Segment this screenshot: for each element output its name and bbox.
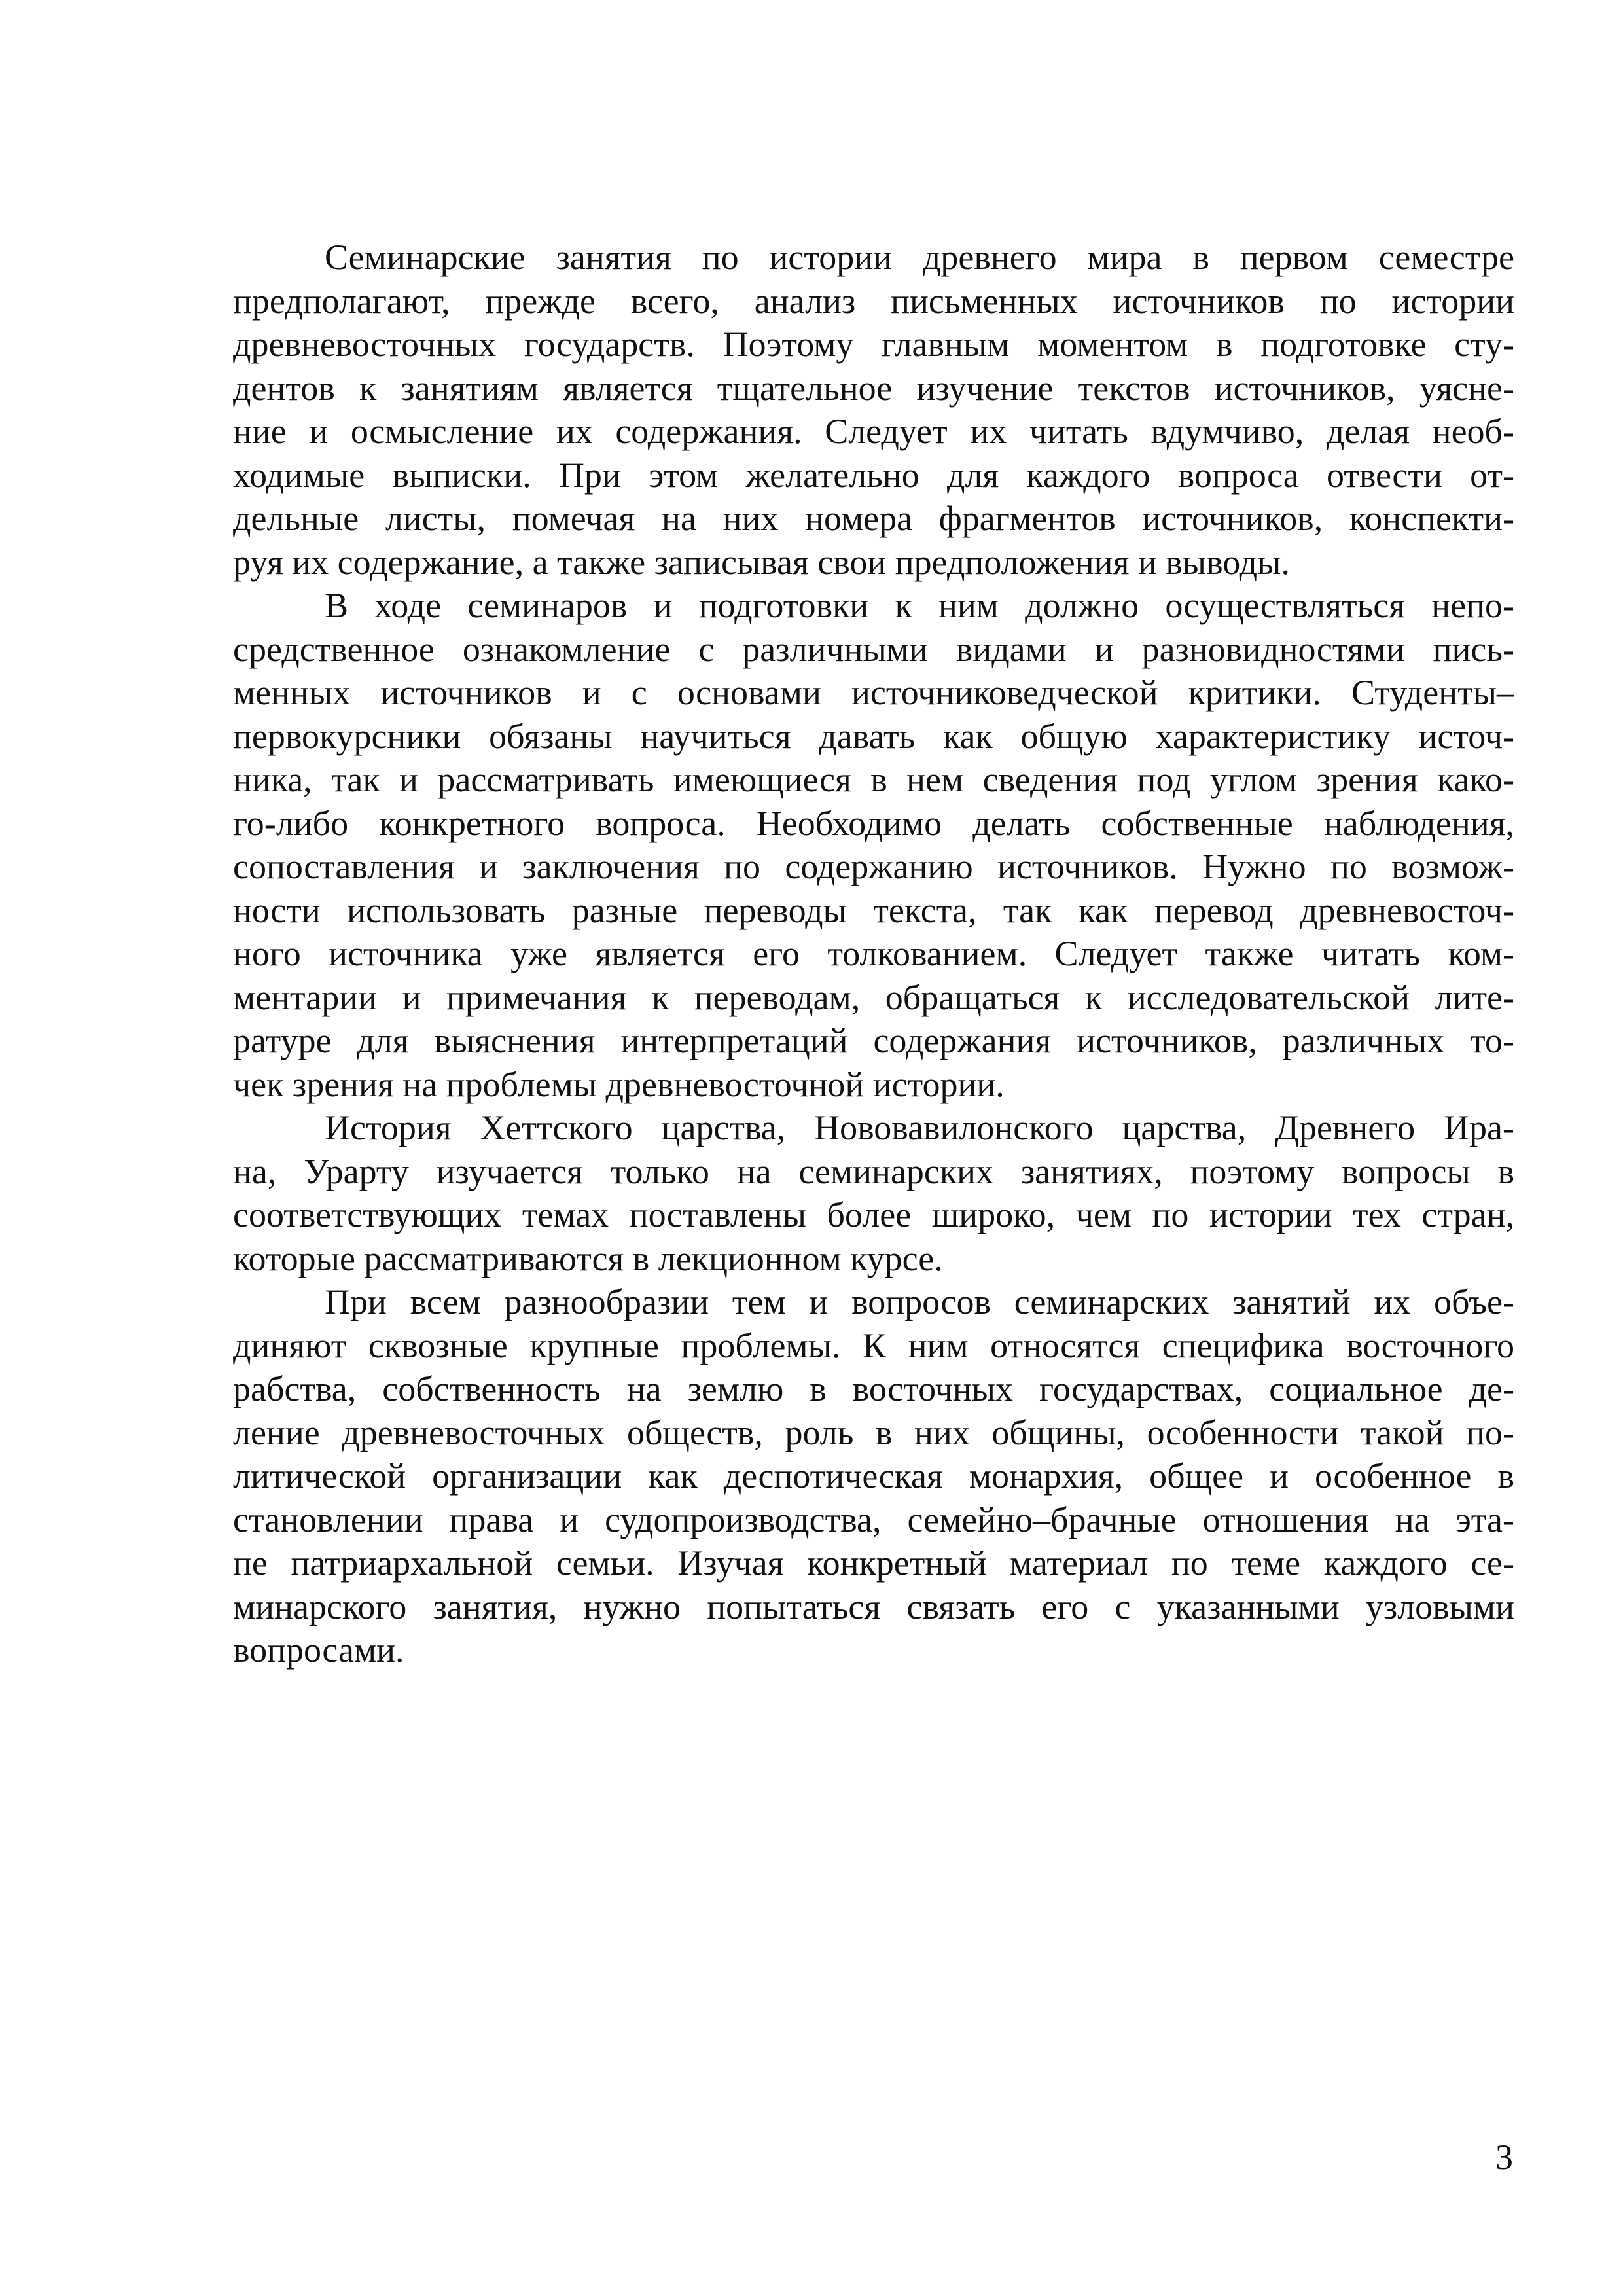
text-line: В ходе семинаров и подготовки к ним должно осуществляться непо- <box>325 586 1514 625</box>
text-line: ментарии и примечания к переводам, обращаться к исследовательской лите- <box>233 977 1514 1017</box>
paragraph <box>233 236 1514 584</box>
text-line: пе патриархальной семьи. Изучая конкретный материал по теме каждого се- <box>233 1543 1514 1583</box>
text-line: первокурсники обязаны научиться давать как общую характеристику источ- <box>233 716 1514 756</box>
page-number: 3 <box>1495 2138 1513 2177</box>
text-line: ление древневосточных обществ, роль в них общины, особенности такой по- <box>233 1412 1514 1452</box>
text-line: дельные листы, помечая на них номера фрагментов источников, конспекти- <box>233 499 1514 538</box>
paragraph <box>233 1106 1514 1280</box>
text-line: диняют сквозные крупные проблемы. К ним относятся специфика восточного <box>233 1325 1514 1365</box>
text-line: ходимые выписки. При этом желательно для каждого вопроса отвести от- <box>233 455 1514 495</box>
text-line: ности использовать разные переводы текста, так как перевод древневосточ- <box>233 890 1514 930</box>
text-line: менных источников и с основами источниковедческой критики. Студенты– <box>233 673 1514 712</box>
text-line: При всем разнообразии тем и вопросов семинарских занятий их объе- <box>325 1282 1514 1321</box>
text-line: Семинарские занятия по истории древнего мира в первом семестре <box>325 238 1514 277</box>
text-line: рабства, собственность на землю в восточных государствах, социальное де- <box>233 1369 1514 1408</box>
text-line: ние и осмысление их содержания. Следует их читать вдумчиво, делая необ- <box>233 412 1514 451</box>
paragraph <box>233 584 1514 1106</box>
text-line: го-либо конкретного вопроса. Необходимо делать собственные наблюдения, <box>233 803 1514 843</box>
text-line: минарского занятия, нужно попытаться связать его с указанными узловыми <box>233 1587 1514 1626</box>
text-line: вопросами. <box>233 1630 404 1670</box>
text-line: сопоставления и заключения по содержанию источников. Нужно по возмож- <box>233 847 1514 886</box>
text-line: литической организации как деспотическая монархия, общее и особенное в <box>233 1456 1514 1496</box>
text-line: чек зрения на проблемы древневосточной истории. <box>233 1064 1005 1104</box>
text-line: дентов к занятиям является тщательное изучение текстов источников, уясне- <box>233 368 1514 408</box>
text-line: древневосточных государств. Поэтому главным моментом в подготовке сту- <box>233 325 1514 364</box>
text-line: История Хеттского царства, Нововавилонского царства, Древнего Ира- <box>325 1108 1514 1147</box>
body-text <box>233 236 1514 1672</box>
text-line: руя их содержание, а также записывая свои предположения и выводы. <box>233 542 1290 582</box>
paragraph <box>233 1280 1514 1672</box>
text-line: предполагают, прежде всего, анализ письменных источников по истории <box>233 281 1514 321</box>
text-line: становлении права и судопроизводства, семейно–брачные отношения на эта- <box>233 1499 1514 1539</box>
text-line: на, Урарту изучается только на семинарских занятиях, поэтому вопросы в <box>233 1151 1514 1191</box>
text-line: средственное ознакомление с различными видами и разновидностями пись- <box>233 629 1514 669</box>
text-line: соответствующих темах поставлены более широко, чем по истории тех стран, <box>233 1195 1514 1234</box>
text-line: ратуре для выяснения интерпретаций содержания источников, различных то- <box>233 1021 1514 1060</box>
text-line: ника, так и рассматривать имеющиеся в нем сведения под углом зрения како- <box>233 760 1514 799</box>
text-line: которые рассматриваются в лекционном курсе. <box>233 1238 943 1278</box>
text-line: ного источника уже является его толкованием. Следует также читать ком- <box>233 934 1514 973</box>
